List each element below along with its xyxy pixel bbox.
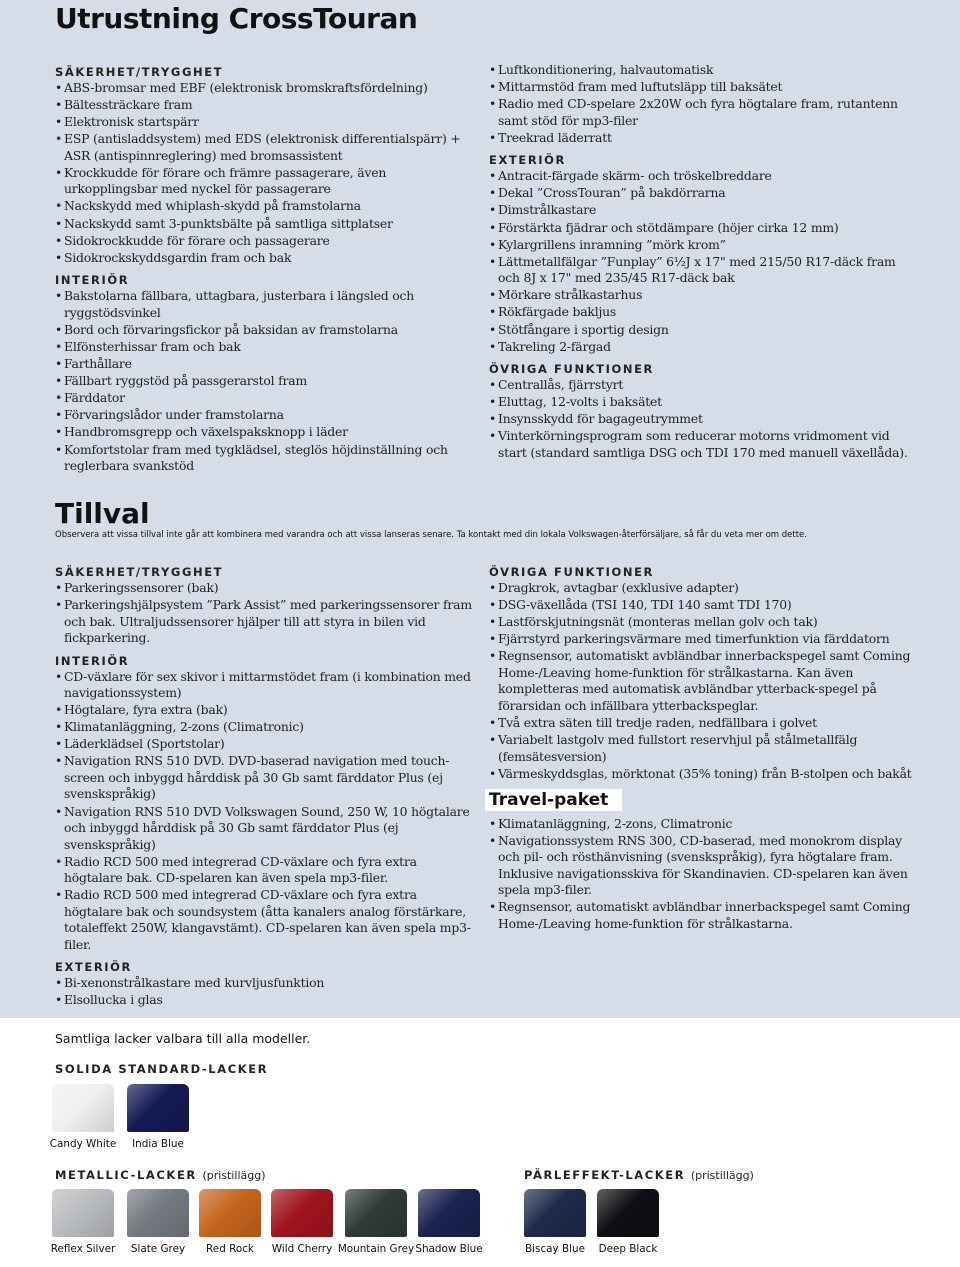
list-item: • Bi-xenonstrålkastare med kurvljusfunktion	[55, 975, 475, 992]
list-item: • Radio RCD 500 med integrerad CD-växlare och fyra extra högtalare bak och soundsystem (åtta kanalers analog förstärkare, totaleffekt 250W, klangavstämt). CD-spelaren kan även spela mp3-filer.	[55, 887, 475, 953]
list-item: • Bältessträckare fram	[55, 97, 475, 114]
pearl-paints-heading: PÄRLEFFEKT-LACKER (pristillägg)	[524, 1168, 754, 1182]
paint-name: Deep Black	[598, 1243, 658, 1255]
paint-name: Wild Cherry	[271, 1243, 333, 1255]
list-item: • Två extra säten till tredje raden, nedfällbara i golvet	[489, 715, 919, 732]
list-item: • Fällbart ryggstöd på passgerarstol fram	[55, 373, 475, 390]
list-item: • Elektronisk startspärr	[55, 114, 475, 131]
list-item: • Dragkrok, avtagbar (exklusive adapter)	[489, 580, 919, 597]
paint-name: Reflex Silver	[50, 1243, 116, 1255]
list-item: • Takreling 2-färgad	[489, 339, 919, 356]
paint-name: Biscay Blue	[525, 1243, 585, 1255]
metallic-paints-heading: METALLIC-LACKER (pristillägg)	[55, 1168, 266, 1182]
options-right-column	[489, 562, 919, 933]
paint-swatch	[52, 1084, 114, 1132]
list-item: • Navigationssystem RNS 300, CD-baserad, med monokrom display och pil- och rösthänvisning (svenskspråkig), fyra högtalare fram. Inklusive navigationsskiva för Skandinavien. CD-spelaren kan även spela mp3-filer.	[489, 833, 919, 899]
list-item: • Högtalare, fyra extra (bak)	[55, 702, 475, 719]
list-item: • Vinterkörningsprogram som reducerar motorns vridmoment vid start (standard samtliga DSG och TDI 170 med manuell växellåda).	[489, 428, 919, 461]
list-item: • Sidokrockskyddsgardin fram och bak	[55, 250, 475, 267]
list-item: • Centrallås, fjärrstyrt	[489, 377, 919, 394]
bullet-list	[55, 669, 475, 954]
section-heading: SÄKERHET/TRYGGHET	[55, 565, 224, 579]
list-item: • Mittarmstöd fram med luftutsläpp till baksätet	[489, 79, 919, 96]
list-item: • Kylargrillens inramning ”mörk krom”	[489, 237, 919, 254]
bullet-list	[55, 80, 475, 266]
list-item: • Parkeringshjälpsystem ”Park Assist” med parkeringssensorer fram och bak. Ultraljudssensorer hjälper till att styra in bilen vid fickparkering.	[55, 597, 475, 647]
section-heading: EXTERIÖR	[489, 153, 566, 168]
paint-swatch	[52, 1189, 114, 1237]
options-left-column	[55, 562, 475, 1009]
section-heading: SÄKERHET/TRYGGHET	[55, 65, 224, 79]
list-item: • Bord och förvaringsfickor på baksidan av framstolarna	[55, 322, 475, 339]
list-item: • Variabelt lastgolv med fullstort reservhjul på stålmetallfälg (femsätesversion)	[489, 732, 919, 765]
paint-name: Mountain Grey	[337, 1243, 415, 1255]
list-item: • Luftkonditionering, halvautomatisk	[489, 62, 919, 79]
paint-swatch	[345, 1189, 407, 1237]
section-heading: ÖVRIGA FUNKTIONER	[489, 565, 655, 579]
paint-name: Candy White	[49, 1138, 117, 1150]
list-item: • Elsollucka i glas	[55, 992, 475, 1009]
paint-swatch	[199, 1189, 261, 1237]
list-item: • Radio med CD-spelare 2x20W och fyra högtalare fram, rutantenn samt stöd för mp3-filer	[489, 96, 919, 129]
list-item: • DSG-växellåda (TSI 140, TDI 140 samt TDI 170)	[489, 597, 919, 614]
standard-right-column	[489, 62, 919, 462]
section-heading: ÖVRIGA FUNKTIONER	[489, 362, 655, 377]
list-item: • Navigation RNS 510 DVD. DVD-baserad navigation med touch-screen och inbyggd hårddisk på 30 Gb samt färddator Plus (ej svenskspråkig)	[55, 753, 475, 803]
list-item: • Värmeskyddsglas, mörktonat (35% toning) från B-stolpen och bakåt	[489, 766, 919, 783]
list-item: • Läderklädsel (Sportstolar)	[55, 736, 475, 753]
list-item: • Handbromsgrepp och växelspaksknopp i läder	[55, 424, 475, 441]
section-heading: INTERIÖR	[55, 653, 130, 668]
bullet-list	[489, 168, 919, 355]
list-item: • Mörkare strålkastarhus	[489, 287, 919, 304]
list-item: • Nackskydd med whiplash-skydd på framstolarna	[55, 198, 475, 215]
list-item: • Komfortstolar fram med tygklädsel, steglös höjdinställning och reglerbara svankstöd	[55, 442, 475, 475]
paint-name: Shadow Blue	[415, 1243, 483, 1255]
list-item: • Dekal ”CrossTouran” på bakdörrarna	[489, 185, 919, 202]
list-item: • Lättmetallfälgar ”Funplay” 6½J x 17" med 215/50 R17-däck fram och 8J x 17" med 235/45 R17-däck bak	[489, 254, 919, 287]
list-item: • Navigation RNS 510 DVD Volkswagen Sound, 250 W, 10 högtalare och inbyggd hårddisk på 30 Gb samt färddator Plus (ej svenskspråkig)	[55, 804, 475, 854]
list-item: • Insynsskydd för bagageutrymmet	[489, 411, 919, 428]
paint-name: Slate Grey	[130, 1243, 186, 1255]
page-title: Utrustning CrossTouran	[55, 2, 418, 35]
list-item: • Farthållare	[55, 356, 475, 373]
list-item: • Krockkudde för förare och främre passagerare, även urkopplingsbar med nyckel för passagerare	[55, 165, 475, 198]
paint-name: Red Rock	[206, 1243, 254, 1255]
list-item: • Treekrad läderratt	[489, 130, 919, 147]
bullet-list	[489, 816, 919, 933]
paint-swatch	[597, 1189, 659, 1237]
list-item: • ABS-bromsar med EBF (elektronisk bromskraftsfördelning)	[55, 80, 475, 97]
list-item: • Regnsensor, automatiskt avbländbar innerbackspegel samt Coming Home-/Leaving home-funktion för strålkastarna.	[489, 899, 919, 932]
list-item: • Rökfärgade bakljus	[489, 304, 919, 321]
paint-swatch	[524, 1189, 586, 1237]
section-heading: INTERIÖR	[55, 273, 130, 288]
bullet-list	[55, 580, 475, 647]
list-item: • Regnsensor, automatiskt avbländbar innerbackspegel samt Coming Home-/Leaving home-funktion för strålkastarna. Kan även kompletteras med automatisk avbländbar ytterback-spegel på förarsidan och infällbara ytterbackspeglar.	[489, 648, 919, 714]
list-item: • Bakstolarna fällbara, uttagbara, justerbara i längsled och ryggstödsvinkel	[55, 288, 475, 321]
standard-left-column	[55, 62, 475, 475]
list-item: • Klimatanläggning, 2-zons, Climatronic	[489, 816, 919, 833]
list-item: • Elfönsterhissar fram och bak	[55, 339, 475, 356]
list-item: • Dimstrålkastare	[489, 202, 919, 219]
list-item: • Sidokrockkudde för förare och passagerare	[55, 233, 475, 250]
paint-swatch	[418, 1189, 480, 1237]
section-heading: EXTERIÖR	[55, 960, 132, 975]
travel-paket-heading: Travel-paket	[485, 789, 622, 811]
paint-name: India Blue	[132, 1138, 184, 1150]
tillval-note: Observera att vissa tillval inte går att kombinera med varandra och att vissa lanseras senare. Ta kontakt med din lokala Volkswagen-återförsäljare, så får du veta mer om dette.	[55, 530, 807, 540]
paint-swatch	[127, 1084, 189, 1132]
list-item: • Lastförskjutningsnät (monteras mellan golv och tak)	[489, 614, 919, 631]
bullet-list	[489, 62, 919, 146]
list-item: • Eluttag, 12-volts i baksätet	[489, 394, 919, 411]
list-item: • Nackskydd samt 3-punktsbälte på samtliga sittplatser	[55, 216, 475, 233]
list-item: • Förvaringslådor under framstolarna	[55, 407, 475, 424]
list-item: • ESP (antisladdsystem) med EDS (elektronisk differentialspärr) + ASR (antispinnreglering) med bromsassistent	[55, 131, 475, 164]
paint-swatch	[127, 1189, 189, 1237]
list-item: • Antracit-färgade skärm- och tröskelbreddare	[489, 168, 919, 185]
bullet-list	[489, 580, 919, 782]
list-item: • Klimatanläggning, 2-zons (Climatronic)	[55, 719, 475, 736]
list-item: • Parkeringssensorer (bak)	[55, 580, 475, 597]
tillval-title: Tillval	[55, 497, 150, 530]
bullet-list	[489, 377, 919, 461]
bullet-list	[55, 975, 475, 1009]
list-item: • Radio RCD 500 med integrerad CD-växlare och fyra extra högtalare bak. CD-spelaren kan även spela mp3-filer.	[55, 854, 475, 887]
list-item: • Färddator	[55, 390, 475, 407]
bullet-list	[55, 288, 475, 474]
paint-swatch	[271, 1189, 333, 1237]
solid-paints-heading: SOLIDA STANDARD-LACKER	[55, 1062, 269, 1076]
list-item: • Fjärrstyrd parkeringsvärmare med timerfunktion via färddatorn	[489, 631, 919, 648]
paint-intro: Samtliga lacker valbara till alla modeller.	[55, 1031, 311, 1046]
list-item: • Stötfångare i sportig design	[489, 322, 919, 339]
list-item: • Förstärkta fjädrar och stötdämpare (höjer cirka 12 mm)	[489, 220, 919, 237]
list-item: • CD-växlare för sex skivor i mittarmstödet fram (i kombination med navigationssystem)	[55, 669, 475, 702]
